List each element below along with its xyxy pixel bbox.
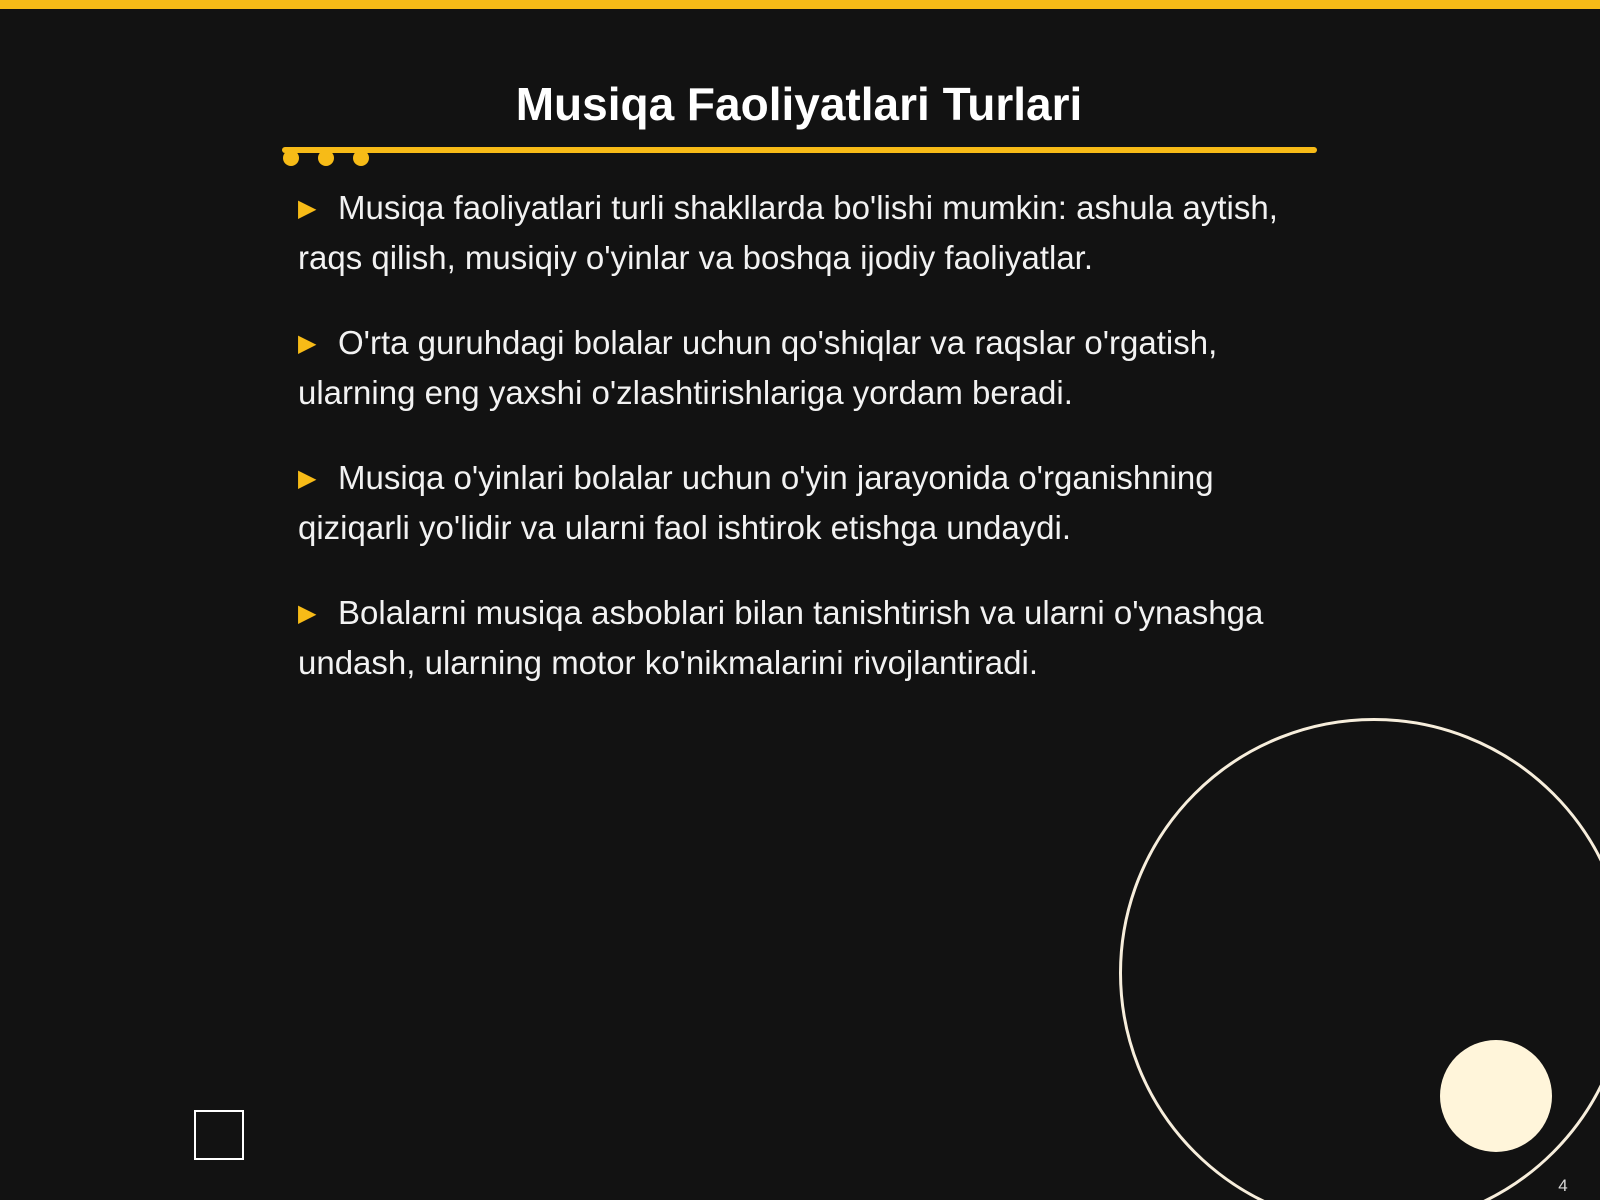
bullet-text: O'rta guruhdagi bolalar uchun qo'shiqlar va raqslar o'rgatish, ularning eng yaxshi o'zlashtirishlariga yordam beradi.: [298, 324, 1218, 411]
accent-dot: [318, 150, 334, 166]
bullet-item: [298, 319, 1318, 417]
bullet-item: [298, 184, 1318, 282]
accent-dot: [353, 150, 369, 166]
bullet-list: [298, 184, 1318, 724]
title-underline: [282, 147, 1317, 153]
bullet-item: [298, 589, 1318, 687]
triangle-right-icon: ▶: [298, 195, 317, 222]
slide-title: Musiqa Faoliyatlari Turlari: [515, 78, 1083, 130]
decorative-circle: [1440, 1040, 1552, 1152]
triangle-right-icon: ▶: [298, 600, 317, 627]
triangle-right-icon: ▶: [298, 330, 317, 357]
decorative-square: [194, 1110, 244, 1160]
triangle-right-icon: ▶: [298, 465, 317, 492]
page-number: 4: [1558, 1176, 1568, 1195]
top-accent-bar: [0, 0, 1600, 9]
bullet-text: Musiqa o'yinlari bolalar uchun o'yin jarayonida o'rganishning qiziqarli yo'lidir va ularni faol ishtirok etishga undaydi.: [298, 459, 1214, 546]
accent-dot: [283, 150, 299, 166]
bullet-text: Bolalarni musiqa asboblari bilan tanishtirish va ularni o'ynashga undash, ularning motor ko'nikmalarini rivojlantiradi.: [298, 594, 1264, 681]
bullet-text: Musiqa faoliyatlari turli shakllarda bo'lishi mumkin: ashula aytish, raqs qilish, musiqiy o'yinlar va boshqa ijodiy faoliyatlar.: [298, 189, 1278, 276]
bullet-item: [298, 454, 1318, 552]
